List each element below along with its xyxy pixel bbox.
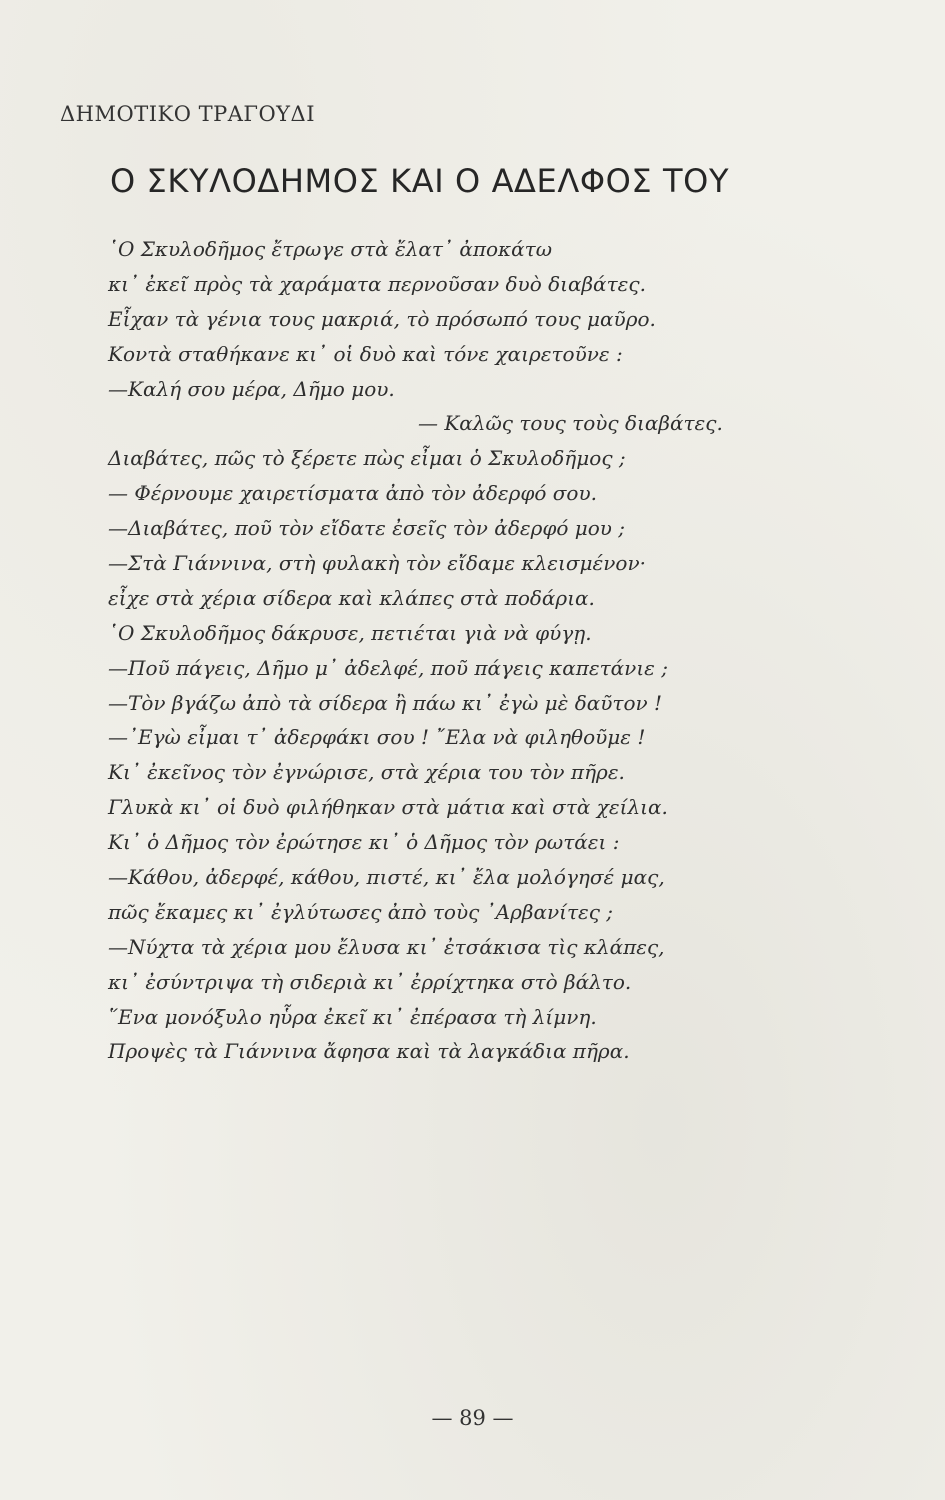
- poem-line: Κι᾽ ὁ Δῆμος τὸν ἐρώτησε κι᾽ ὁ Δῆμος τὸν ρωτάει :: [108, 830, 620, 855]
- poem-line: —᾽Εγὼ εἶμαι τ᾽ ἀδερφάκι σου ! ῎Ελα νὰ φιληθοῦμε !: [108, 725, 646, 750]
- poem-line: ῾Ο Σκυλοδῆμος ἔτρωγε στὰ ἔλατ᾽ ἀποκάτω: [108, 237, 553, 261]
- poem-line: — Φέρνουμε χαιρετίσματα ἀπὸ τὸν ἀδερφό σου.: [108, 481, 597, 506]
- poem-body: [108, 232, 868, 1069]
- poem-line: Διαβάτες, πῶς τὸ ξέρετε πὼς εἶμαι ὁ Σκυλοδῆμος ;: [108, 446, 626, 471]
- poem-line: Γλυκὰ κι᾽ οἱ δυὸ φιλήθηκαν στὰ μάτια καὶ στὰ χείλια.: [108, 795, 668, 820]
- poem-line: —Στὰ Γιάννινα, στὴ φυλακὴ τὸν εἴδαμε κλεισμένον·: [108, 551, 646, 576]
- poem-line: —Ποῦ πάγεις, Δῆμο μ᾽ ἀδελφέ, ποῦ πάγεις καπετάνιε ;: [108, 655, 669, 680]
- poem-line: ῞Ενα μονόξυλο ηὗρα ἐκεῖ κι᾽ ἐπέρασα τὴ λίμνη.: [108, 1004, 597, 1029]
- poem-line: —Καλή σου μέρα, Δῆμο μου.: [108, 376, 395, 401]
- poem-line: —Κάθου, ἀδερφέ, κάθου, πιστέ, κι᾽ ἔλα μολόγησέ μας,: [108, 865, 665, 890]
- poem-line: —Διαβάτες, ποῦ τὸν εἴδατε ἐσεῖς τὸν ἀδερφό μου ;: [108, 516, 626, 541]
- poem-line: κι᾽ ἐσύντριψα τὴ σιδεριὰ κι᾽ ἐρρίχτηκα στὸ βάλτο.: [108, 969, 632, 994]
- poem-line: Κοντὰ σταθήκανε κι᾽ οἱ δυὸ καὶ τόνε χαιρετοῦνε :: [108, 341, 623, 366]
- poem-line: Κι᾽ ἐκεῖνος τὸν ἐγνώρισε, στὰ χέρια του τὸν πῆρε.: [108, 760, 625, 785]
- poem-line: εἶχε στὰ χέρια σίδερα καὶ κλάπες στὰ ποδάρια.: [108, 585, 595, 610]
- poem-line: Προψὲς τὰ Γιάννινα ἄφησα καὶ τὰ λαγκάδια πῆρα.: [108, 1039, 630, 1064]
- poem-line-indented: — Καλῶς τους τοὺς διαβάτες.: [418, 411, 723, 436]
- poem-title: Ο ΣΚΥΛΟΔΗΜΟΣ ΚΑΙ Ο ΑΔΕΛΦΟΣ ΤΟΥ: [110, 162, 730, 200]
- running-head: ΔΗΜΟΤΙΚΟ ΤΡΑΓΟΥΔΙ: [60, 102, 315, 126]
- poem-line: κι᾽ ἐκεῖ πρὸς τὰ χαράματα περνοῦσαν δυὸ διαβάτες.: [108, 271, 646, 296]
- poem-line: πῶς ἔκαμες κι᾽ ἐγλύτωσες ἀπὸ τοὺς ᾽Αρβανίτες ;: [108, 899, 614, 924]
- poem-line: —Νύχτα τὰ χέρια μου ἔλυσα κι᾽ ἐτσάκισα τὶς κλάπες,: [108, 934, 665, 959]
- poem-line: —Τὸν βγάζω ἀπὸ τὰ σίδερα ἢ πάω κι᾽ ἐγὼ μὲ δαῦτον !: [108, 690, 663, 715]
- page-number: — 89 —: [431, 1406, 514, 1430]
- poem-line: Εἶχαν τὰ γένια τους μακριά, τὸ πρόσωπό τους μαῦρο.: [108, 306, 656, 331]
- poem-line: ῾Ο Σκυλοδῆμος δάκρυσε, πετιέται γιὰ νὰ φύγῃ.: [108, 620, 592, 645]
